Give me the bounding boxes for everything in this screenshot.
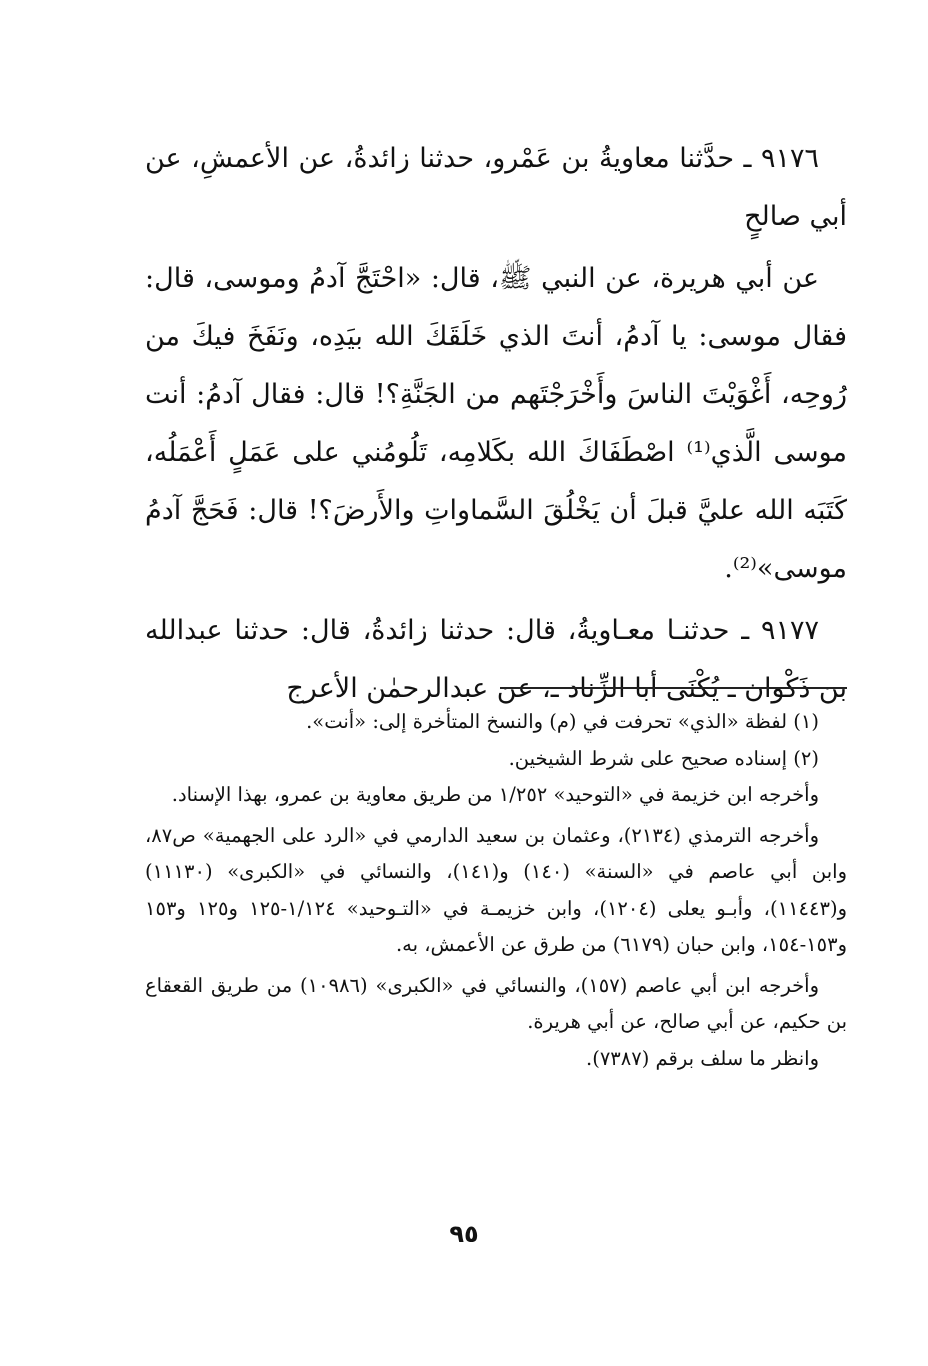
- page-body: [145, 130, 848, 1070]
- footnote-2-takhrij-2: وأخرجه الترمذي (٢١٣٤)، وعثمان بن سعيد الدارمي في «الرد على الجهمية» ص٨٧، وابن أبي عاصم في «السنة» (١٤٠) و(١٤١)، والنسائي في «الكبرى» (١١١٣٠) و(١١٤٤٣)، وأبـو يعلى (١٢٠٤)، وابن خزيمـة في «التـوحيد» ١/١٢٤-١٢٥ و١٢٥ و١٥٣ و١٥٣-١٥٤، وابن حبان (٦١٧٩) من طرق عن الأعمش، به.: [145, 823, 848, 956]
- footnote-2-cross-reference: وانظر ما سلف برقم (٧٣٨٧).: [586, 1046, 819, 1070]
- hadith-9177-isnad: ٩١٧٧ ـ حدثنـا معـاويةُ، قال: حدثنا زائدةُ، قال: حدثنا عبدالله بن ذَكْوان ـ يُكْنَى أبا الزِّناد ـ، عن عبدالرحمٰن الأعرج: [145, 615, 847, 704]
- footnote-2: (٢) إسناده صحيح على شرط الشيخين.: [508, 746, 819, 770]
- main-text: [145, 130, 847, 718]
- footnote-2-takhrij-1: وأخرجه ابن خزيمة في «التوحيد» ١/٢٥٢ من طريق معاوية بن عمرو، بهذا الإسناد.: [171, 783, 819, 806]
- hadith-9176-matn: عن أبي هريرة، عن النبي ﷺ، قال: «احْتَجَّ آدمُ وموسى، قال: فقال موسى: يا آدمُ، أنتَ الذي خَلَقَكَ الله بيَدِه، ونَفَخَ فيكَ من رُوحِه، أَغْوَيْتَ الناسَ وأَخْرَجْتَهم من الجَنَّةِ؟! قال: فقال آدمُ: أنت موسى الَّذي⁽¹⁾ اصْطَفَاكَ الله بكَلامِه، تَلُومُني على عَمَلٍ أَعْمَلُه، كَتَبَه الله عليَّ قبلَ أن يَخْلُقَ السَّماواتِ والأَرضَ؟! قال: فَحَجَّ آدمُ موسى»⁽²⁾.: [145, 263, 847, 584]
- footnote-2-takhrij-3: وأخرجه ابن أبي عاصم (١٥٧)، والنسائي في «الكبرى» (١٠٩٨٦) من طريق القعقاع بن حكيم، عن أبي صالح، عن أبي هريرة.: [145, 973, 847, 1033]
- footnotes: [145, 704, 847, 1077]
- footnote-divider: [500, 687, 847, 689]
- footnote-1: (١) لفظة «الذي» تحرفت في (م) والنسخ المتأخرة إلى: «أنت».: [306, 710, 819, 733]
- hadith-9176-isnad: ٩١٧٦ ـ حدَّثنا معاويةُ بن عَمْرو، حدثنا زائدةُ، عن الأعمشِ، عن أبي صالحٍ: [145, 143, 847, 232]
- page-number: ٩٥: [449, 1220, 479, 1248]
